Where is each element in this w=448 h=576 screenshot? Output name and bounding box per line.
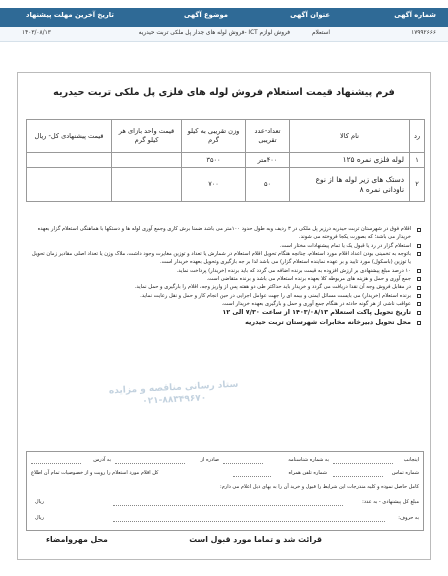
list-item bbox=[28, 292, 422, 300]
notice-id[interactable]: ۱۷۹۹۲۶۶۶ bbox=[411, 30, 436, 36]
notice-document bbox=[17, 72, 431, 560]
field-address[interactable] bbox=[31, 463, 81, 464]
notice-deadline: ۱۴۰۳/۰۸/۱۳ bbox=[22, 30, 51, 36]
label-mobile: شماره تلفن همراه bbox=[288, 470, 327, 476]
notice-header bbox=[0, 0, 448, 44]
bullet-square-icon bbox=[417, 302, 421, 306]
cell-weight: ۷۰۰ bbox=[182, 168, 246, 202]
label-rial: ریال bbox=[35, 515, 44, 521]
label-address: به آدرس bbox=[93, 457, 111, 463]
label-contact: شماره تماس bbox=[391, 470, 419, 476]
label-amount-number: مبلغ کل پیشنهادی - به عدد: bbox=[362, 499, 419, 505]
list-item bbox=[28, 300, 422, 308]
signature-place: محل مهروامضاء bbox=[46, 535, 108, 544]
conditions-list bbox=[28, 225, 422, 328]
doc-title: فرم پیشنهاد قیمت استعلام فروش لوله های فلزی پل ملکی تربت حیدریه bbox=[53, 87, 395, 98]
header-col-title: عنوان آگهی bbox=[290, 11, 330, 19]
header-values bbox=[0, 27, 448, 42]
table-row bbox=[27, 153, 425, 168]
header-col-id: شماره آگهی bbox=[394, 11, 436, 19]
header-bar bbox=[0, 8, 448, 27]
th-unit-price: قیمت واحد بازای هر کیلو گرم bbox=[112, 120, 182, 153]
note-text: جمع آوری و حمل و هزینه های مربوطه کلا بعهده برنده استعلام می باشد و برنده متقاضی است. bbox=[206, 275, 411, 282]
field-name[interactable] bbox=[333, 463, 393, 464]
cell-name: دستک های زیر لوله ها از نوع ناودانی نمره ۸ bbox=[290, 168, 410, 202]
list-item bbox=[28, 267, 422, 275]
label-name: اینجانب bbox=[403, 457, 419, 463]
note-text: باتوجه به تخمینی بودن اعداد اقلام مورد استعلام، چنانچه هنگام تحویل اقلام استعلام در شمارش یا تعداد و توزین مغایرت وجود داشت، ملاک وزن یا تعداد اصلی مقادیر زمان تحویل یا توزین (باسکول) مورد تایید و بر عهده نماینده استعلام گزار) می باشد لذا بر جه بازگیری وتحویل بعهده خریدار است. bbox=[31, 250, 411, 266]
bullet-square-icon bbox=[417, 294, 421, 298]
note-text: در مقابل فروش وجه آن نقدا دریافت می گردد و خریدار باید حداکثر طی دو هفته پس از واریز وجه، اقلام را بارگیری و حمل نماید. bbox=[134, 284, 411, 291]
field-amount-number[interactable] bbox=[113, 505, 343, 506]
th-row-no: رد bbox=[410, 120, 425, 153]
th-item-name: نام کالا bbox=[290, 120, 410, 153]
items-table bbox=[26, 119, 425, 202]
form-line-statement: کل اقلام مورد استعلام را رویت و از خصوصیات تمام آن اطلاع bbox=[31, 470, 159, 476]
header-col-subject: موضوع آگهی bbox=[184, 11, 228, 19]
note-text: استعلام گزار در رد یا قبول یک یا تمام پیشنهادات مختار است. bbox=[279, 242, 411, 249]
form-line-accept: کامل حاصل نموده و کلیه مندرجات این شرایط را قبول و خرید آن را به بهای ذیل اعلام می دارم: bbox=[220, 484, 419, 490]
notice-title[interactable]: استعلام bbox=[311, 30, 330, 36]
label-issued: صادره از bbox=[200, 457, 219, 463]
delivery-date-note: تاریخ تحویل پاکت استعلام ۱۴۰۳/۰۸/۱۳ از ساعت ۷/۳۰ الی ۱۲ bbox=[28, 308, 422, 318]
header-col-deadline: تاریخ آخرین مهلت پیشنهاد bbox=[26, 11, 114, 19]
field-issued[interactable] bbox=[115, 463, 185, 464]
bullet-square-icon bbox=[417, 321, 421, 325]
field-id-no[interactable] bbox=[223, 463, 263, 464]
th-quantity: تعداد-عدد تقریبی bbox=[246, 120, 290, 153]
bullet-square-icon bbox=[417, 311, 421, 315]
label-id-no: به شماره شناسنامه bbox=[288, 457, 329, 463]
cell-total-price bbox=[27, 153, 112, 168]
cell-qty: ۵۰ bbox=[246, 168, 290, 202]
th-weight: وزن تقریبی به کیلو گرم bbox=[182, 120, 246, 153]
acceptance-text: قرائت شد و تماما مورد قبول است bbox=[189, 535, 322, 544]
bidder-form bbox=[26, 451, 424, 531]
list-item bbox=[28, 250, 422, 267]
watermark: ستاد رسانی مناقصه و مزایده ۰۲۱-۸۸۳۴۹۶۷۰ bbox=[108, 379, 239, 407]
cell-total-price bbox=[27, 168, 112, 202]
table-header-row bbox=[27, 120, 425, 153]
th-total-price: قیمت پیشنهادی کل- ریال bbox=[27, 120, 112, 153]
label-amount-words: به حروف: bbox=[398, 515, 419, 521]
bullet-square-icon bbox=[417, 269, 421, 273]
cell-qty: ۴۰۰متر bbox=[246, 153, 290, 168]
list-item bbox=[28, 225, 422, 242]
notice-subject[interactable]: فروش لوازم ICT -فروش لوله های جدار پل ملکی تربت حیدریه bbox=[138, 30, 290, 36]
cell-unit-price bbox=[112, 153, 182, 168]
field-mobile[interactable] bbox=[233, 476, 271, 477]
bullet-square-icon bbox=[417, 252, 421, 256]
cell-no: ۱ bbox=[410, 153, 425, 168]
list-item bbox=[28, 283, 422, 291]
bullet-square-icon bbox=[417, 286, 421, 290]
delivery-place-note: محل تحویل دبیرخانه مخابرات شهرستان تربت حیدریه bbox=[28, 318, 422, 328]
note-text: اقلام فوق در شهرستان تربت حیدریه درزیر پل ملکی در ۳ ردیف وبه طول حدود ۱۰۰متر می باشد ضمنا برش کاری وجمع آوری لوله ها و دستکها با هماهنگی استعلام گزار بعهده خریدار می باشد؛ که بصورت یکجا فروخته می شوند. bbox=[37, 226, 411, 241]
field-contact[interactable] bbox=[333, 476, 383, 477]
list-item bbox=[28, 275, 422, 283]
table-row bbox=[27, 168, 425, 202]
list-item bbox=[28, 242, 422, 250]
cell-unit-price bbox=[112, 168, 182, 202]
cell-no: ۲ bbox=[410, 168, 425, 202]
cell-weight: ۳۵۰۰ bbox=[182, 153, 246, 168]
label-rial: ریال bbox=[35, 499, 44, 505]
cell-name: لوله فلزی نمره ۱۲۵ bbox=[290, 153, 410, 168]
note-text: ۱۰ درصد مبلغ پیشنهادی بر ارزش افزوده به قیمت برنده اضافه می گردد که باید برنده (خریدار) پرداخت نماید. bbox=[176, 267, 411, 274]
field-amount-words[interactable] bbox=[113, 521, 385, 522]
bullet-square-icon bbox=[417, 228, 421, 232]
bullet-square-icon bbox=[417, 277, 421, 281]
bullet-square-icon bbox=[417, 244, 421, 248]
note-text: برنده استعلام (خریدار) می بایست مسائل ایمنی و بیمه ای را جهت عوامل اجرایی در حین انجام کار و حمل و نقل رعایت نماید. bbox=[140, 292, 411, 299]
note-text: عواقب ناشی از هر گونه حادثه در هنگام جمع آوری و حمل و بارگیری بعهده خریدار است. bbox=[221, 300, 411, 307]
